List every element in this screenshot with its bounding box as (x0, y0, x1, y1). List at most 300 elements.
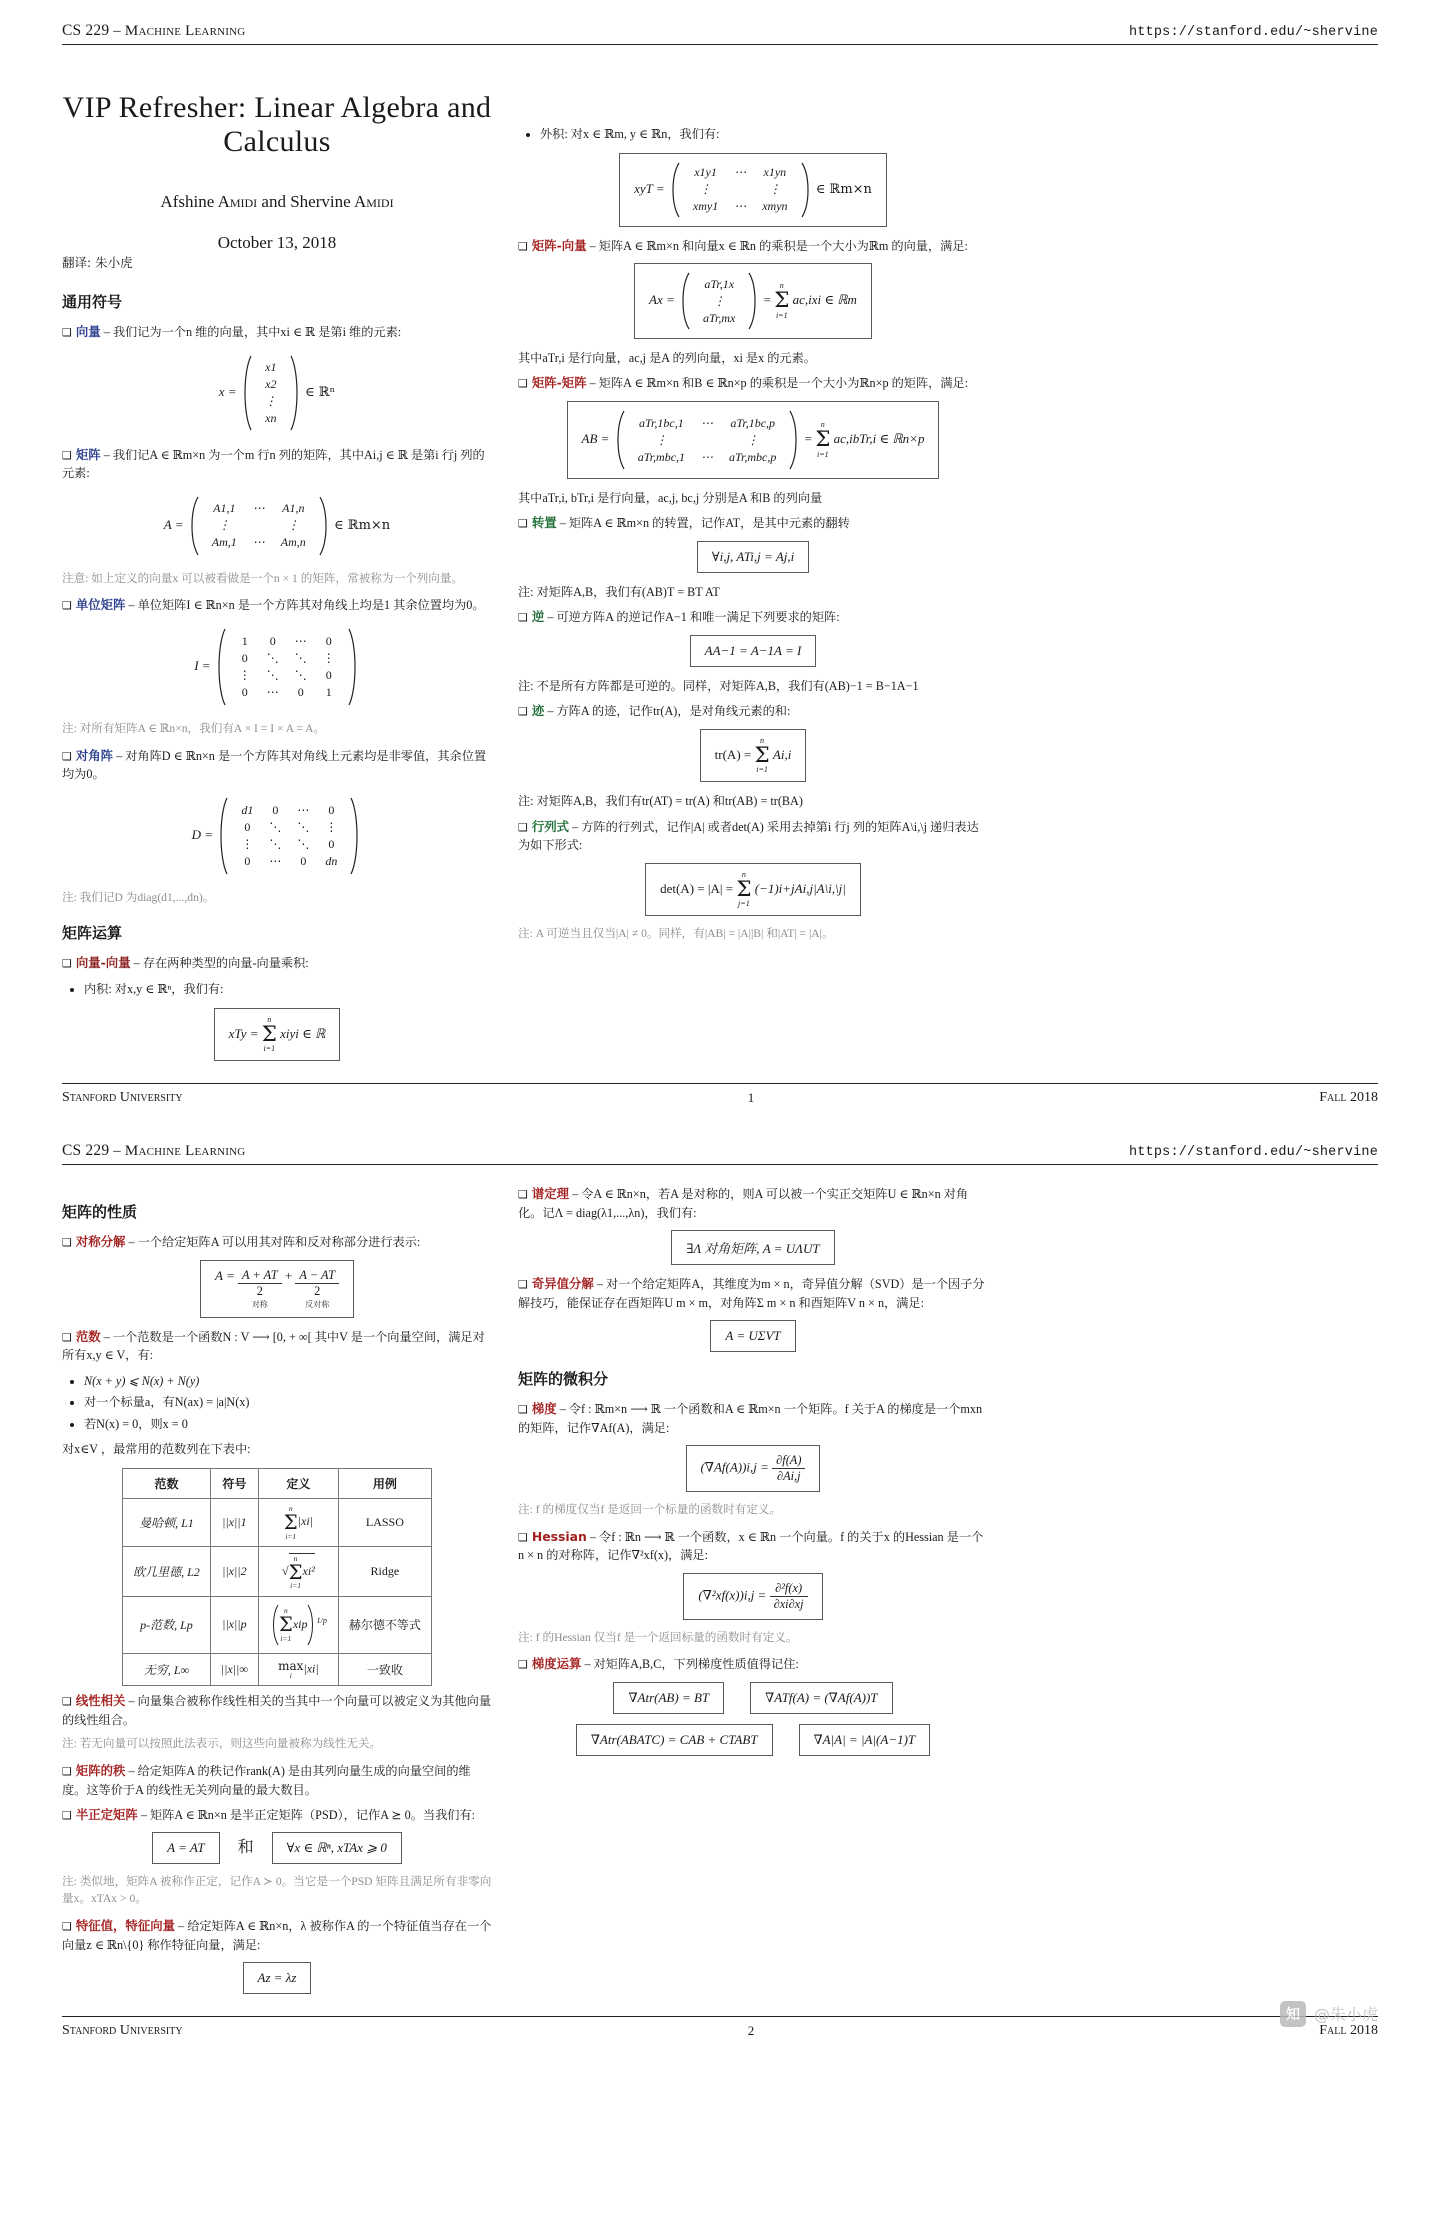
fraction-antisymmetric (295, 1268, 339, 1299)
identity-cell: ⋱ (294, 650, 307, 665)
author-1-last: Amidi (217, 192, 258, 211)
bullet-square-icon: ❑ (62, 1920, 72, 1934)
note-determinant: 注: A 可逆当且仅当|A| ≠ 0。同样，有|AB| = |A||B| 和|AT| = |A|。 (518, 927, 834, 941)
sum-upper-limit: n (820, 420, 825, 430)
footer-1 (62, 1084, 1378, 1120)
summation-icon (774, 282, 789, 320)
zhihu-logo-icon: 知 (1280, 2001, 1306, 2027)
paren-left-icon (216, 796, 228, 876)
boxed-hessian (683, 1573, 822, 1620)
entry-matrix-dash: – (103, 447, 110, 462)
author-2-last: Amidi (353, 192, 394, 211)
matmat-cell: ⋮ (655, 432, 668, 447)
header-dash: – (113, 23, 121, 39)
paren-left-icon (613, 409, 625, 471)
bullet-square-icon: ❑ (518, 517, 528, 531)
sigma-glyph: Σ (754, 742, 770, 768)
entry-identity-keyword: 单位矩阵 (75, 597, 126, 613)
entry-psd-keyword: 半正定矩阵 (75, 1806, 138, 1822)
antisymmetric-label: 反对称 (305, 1299, 330, 1309)
entry-norm-dash: – (103, 1329, 110, 1344)
boxed-trace (700, 729, 807, 783)
fraction-gradient (772, 1453, 805, 1484)
bullet-square-icon: ❑ (62, 1695, 72, 1709)
norm-definition (258, 1547, 338, 1597)
entry-gradops-keyword: 梯度运算 (531, 1656, 582, 1672)
sigma-glyph: Σ (736, 876, 752, 902)
boxed-outer-product (619, 153, 887, 227)
entry-norm-keyword: 范数 (75, 1328, 101, 1344)
fraction-denominator: 2 (256, 1283, 263, 1298)
bullet-inner-product: • 内积: 对x,y ∈ ℝⁿ，我们有: (84, 980, 492, 1000)
identity-cell: ⋮ (322, 650, 335, 665)
entry-psd (62, 1806, 492, 1825)
diagonal-cell: d1 (241, 802, 254, 817)
diagonal-cell: 0 (328, 802, 335, 817)
bullet-square-icon: ❑ (518, 1658, 528, 1672)
table-row (123, 1499, 432, 1547)
section-notation-heading: 通用符号 (62, 293, 123, 311)
entry-diagonal-dash: – (116, 748, 123, 763)
eq-matrix-lhs: A = (163, 516, 184, 532)
eq-matrix-rhs: ∈ ℝm×n (334, 517, 391, 533)
entry-matrix-matrix (518, 374, 988, 393)
entry-spectral-dash: – (572, 1187, 579, 1202)
entry-gradient-keyword: 梯度 (531, 1400, 557, 1416)
sum-lower-limit: i=1 (280, 1633, 292, 1643)
note-trace: 注: 对矩阵A,B，我们有tr(AT) = tr(A) 和tr(AB) = tr(BA) (518, 794, 803, 809)
entry-hessian-text: 令f : ℝn ⟶ ℝ 一个函数，x ∈ ℝn 一个向量。f 的关于x 的Hessian 是一个n × n 的对称阵，记作∇²xf(x)，满足: (518, 1529, 984, 1563)
bullet-square-icon: ❑ (62, 599, 72, 613)
identity-cell: 1 (241, 633, 248, 648)
outer-cell: ⋯ (734, 165, 747, 180)
symmetric-part (238, 1268, 282, 1310)
entry-inverse-text: 可逆方阵A 的逆记作A−1 和唯一满足下列要求的矩阵: (556, 610, 840, 625)
norm-definition (258, 1499, 338, 1547)
entry-identity-dash: – (128, 598, 135, 613)
outer-cell: ⋮ (699, 182, 712, 197)
entry-vector (62, 323, 492, 342)
equation-inner-product (62, 1008, 492, 1062)
diagonal-cell: ⋯ (269, 853, 282, 868)
plus-sign: + (284, 1267, 293, 1283)
watermark-text: @朱小虎 (1313, 2005, 1378, 2025)
matvec-entries (690, 276, 748, 327)
matmat-cell: ⋯ (701, 415, 714, 430)
eq-det-lhs: det(A) = |A| = (660, 880, 734, 896)
sum-lower-limit: j=1 (738, 899, 750, 909)
sum-upper-limit: n (288, 1504, 293, 1514)
paren-left-icon (240, 354, 252, 432)
eq-matmat-lhs: AB = (581, 431, 610, 447)
header-url[interactable]: https://stanford.edu/~shervine (1128, 25, 1378, 40)
sum-upper-limit: n (760, 735, 765, 745)
boxed-matrix-matrix (567, 401, 940, 479)
bullet-square-icon: ❑ (518, 1402, 528, 1416)
footer-university: Stanford University (62, 1090, 183, 1106)
entry-spectral-text: 令A ∈ ℝn×n，若A 是对称的，则A 可以被一个实正交矩阵U ∈ ℝn×n 对角化。记Λ = diag(λ1,...,λn)，我们有: (518, 1187, 969, 1220)
entry-svd-keyword: 奇异值分解 (531, 1276, 594, 1292)
section-properties-heading: 矩阵的性质 (62, 1203, 138, 1222)
summation-icon (815, 421, 830, 459)
entry-trace-text: 方阵A 的迹，记作tr(A)，是对角线元素的和: (556, 704, 791, 719)
equation-hessian (518, 1573, 988, 1620)
boxed-transpose: ∀i,j, ATi,j = Aj,i (697, 541, 809, 573)
outer-cell: x1y1 (694, 165, 717, 180)
paren-right-icon (319, 495, 331, 557)
sigma-glyph: Σ (774, 288, 790, 314)
course-subject: Machine Learning (124, 23, 246, 39)
boxed-psd-symmetric: A = AT (152, 1832, 219, 1864)
paren-right-icon (801, 161, 813, 219)
fraction-numerator: ∂²f(x) (770, 1581, 808, 1597)
vector-entry: xn (265, 410, 277, 425)
norm-name: 欧几里德, L2 (123, 1547, 211, 1597)
entry-determinant-text: 方阵的行列式，记作|A| 或者det(A) 采用去掉第i 行j 列的矩阵A\i,\j 递归表达为如下形式: (518, 819, 979, 853)
bullet-square-icon: ❑ (62, 1330, 72, 1344)
entry-vecvec-text: 存在两种类型的向量-向量乘积: (142, 956, 309, 971)
paren-right-icon (748, 271, 760, 331)
entry-eigen-text: 给定矩阵A ∈ ℝn×n，λ 被称作A 的一个特征值当存在一个向量z ∈ ℝn\{0} 称作特征向量，满足: (62, 1919, 492, 1952)
diagonal-cell: dn (325, 853, 338, 868)
note-psd: 注: 类似地，矩阵A 被称作正定，记作A ≻ 0。当它是一个PSD 矩阵且满足所有非零向量x。xTAx > 0。 (62, 1875, 492, 1906)
norm-usage: LASSO (338, 1499, 431, 1547)
sum-lower-limit: i=1 (290, 1581, 301, 1591)
max-glyph: max (278, 1658, 304, 1673)
author-1-first: Afshine (160, 192, 215, 211)
table-header-name: 范数 (123, 1469, 211, 1499)
summation-icon (284, 1505, 298, 1540)
paren-left-icon (668, 161, 680, 219)
max-operator (278, 1660, 303, 1679)
identity-cell: 0 (241, 650, 248, 665)
course-header (62, 22, 245, 40)
identity-cell: 0 (297, 684, 304, 699)
sum-lower-limit: i=1 (285, 1531, 297, 1541)
boxed-gradient (686, 1445, 821, 1492)
diagonal-cell: 0 (244, 819, 251, 834)
identity-cell: 0 (325, 667, 332, 682)
fraction-numerator: A − AT (295, 1268, 339, 1284)
diagonal-cell: ⋮ (325, 819, 338, 834)
entry-hessian (518, 1528, 988, 1565)
entry-rank-dash: – (128, 1763, 135, 1778)
note-identity: 注: 对所有矩阵A ∈ ℝn×n，我们有A × I = I × A = A。 (62, 721, 326, 735)
running-head-1 (62, 22, 1378, 40)
outer-cell (726, 181, 754, 198)
entry-matmat-text: 矩阵A ∈ ℝm×n 和B ∈ ℝn×p 的乘积是一个大小为ℝn×p 的矩阵，满足: (598, 376, 969, 391)
identity-cell: ⋱ (294, 667, 307, 682)
equation-matrix (62, 491, 492, 561)
sum-upper-limit: n (779, 281, 784, 291)
power-group (270, 1603, 317, 1647)
page1-right-column (518, 65, 988, 952)
equation-vector (62, 350, 492, 436)
header-dash: – (113, 1143, 121, 1160)
eq-symdecomp-lhs: A = (215, 1267, 235, 1283)
bullet-square-icon: ❑ (518, 239, 528, 253)
eq-det-rhs: (−1)i+jAi,j|A\i,\j| (754, 880, 846, 896)
entry-rank (62, 1762, 492, 1799)
note-matmat: 其中aTr,i, bTr,i 是行向量，ac,j, bc,j 分别是A 和B 的列向量 (518, 491, 823, 506)
page1-columns (62, 65, 1378, 1071)
sum-body: |xi| (297, 1514, 313, 1529)
equation-trace (518, 729, 988, 783)
eq-gradient-lhs: (∇Af(A))i,j = (700, 1459, 769, 1475)
fraction-numerator: A + AT (238, 1268, 282, 1284)
page-2 (0, 1120, 1440, 2053)
entry-rank-keyword: 矩阵的秩 (75, 1762, 126, 1778)
entry-matmat-keyword: 矩阵-矩阵 (531, 375, 587, 391)
boxed-gradop-3: ∇Atr(ABATC) = CAB + CTABT (576, 1724, 773, 1756)
entry-hessian-keyword: Hessian (531, 1528, 587, 1544)
equation-psd (62, 1832, 492, 1864)
outer-cell: ⋯ (734, 199, 747, 214)
entry-identity (62, 596, 492, 615)
sum-body: xi² (302, 1564, 315, 1579)
entry-rank-text: 给定矩阵A 的秩记作rank(A) 是由其列向量生成的向量空间的维度。这等价于A 的线性无关列向量的最大数目。 (62, 1763, 471, 1797)
identity-cell: 1 (325, 684, 332, 699)
eq-vector-rhs: ∈ ℝⁿ (305, 384, 336, 400)
entry-gradops-text: 对矩阵A,B,C，下列梯度性质值得记住: (593, 1657, 799, 1672)
entry-svd-dash: – (596, 1277, 603, 1292)
equation-gradops-row1 (518, 1682, 988, 1714)
boxed-gradop-2: ∇ATf(A) = (∇Af(A))T (750, 1682, 892, 1714)
entry-identity-text: 单位矩阵I ∈ ℝn×n 是一个方阵其对角线上均是1 其余位置均为0。 (137, 598, 485, 613)
norm-axiom: • N(x + y) ⩽ N(x) + N(y) (84, 1372, 492, 1392)
outer-cell: x1yn (763, 165, 787, 180)
identity-matrix (214, 627, 360, 707)
entry-diagonal (62, 747, 492, 784)
note-inverse: 注: 不是所有方阵都是可逆的。同样，对矩阵A,B，我们有(AB)−1 = B−1A−1 (518, 678, 919, 693)
identity-cell: 0 (325, 633, 332, 648)
sum-upper-limit: n (283, 1606, 288, 1616)
entry-vector-text: 我们记为一个n 维的向量，其中xi ∈ ℝ 是第i 维的元素: (112, 325, 402, 339)
matmat-cell (693, 432, 721, 449)
entry-spectral-keyword: 谱定理 (531, 1186, 570, 1202)
max-body: |xi| (303, 1661, 319, 1676)
matrix-cell: ⋮ (218, 518, 231, 533)
section-calculus-heading: 矩阵的微积分 (518, 1369, 609, 1388)
norm-symbol: ||x||2 (210, 1547, 258, 1597)
entry-lindep-text: 向量集合被称作线性相关的当其中一个向量可以被定义为其他向量的线性组合。 (62, 1694, 492, 1727)
identity-cell: ⋯ (266, 684, 279, 699)
eq-matmat-equals: = (804, 431, 812, 447)
norm-name: 曼哈顿, L1 (123, 1499, 211, 1547)
entry-svd-text: 对一个给定矩阵A，其维度为m × n，奇异值分解（SVD）是一个因子分解技巧，能保证存在酉矩阵U m × m，对角阵Σ m × n 和酉矩阵V n × n，满足: (518, 1277, 985, 1310)
norm-symbol: ||x||1 (210, 1499, 258, 1547)
entry-matmat-dash: – (589, 376, 596, 391)
equation-spectral (518, 1230, 988, 1265)
equation-gradops-row2 (518, 1724, 988, 1756)
entry-symmetric-decomposition (62, 1233, 492, 1252)
matvec-cell: aTr,1x (704, 276, 735, 291)
fraction-numerator: ∂f(A) (772, 1453, 805, 1469)
power-exponent: 1/p (316, 1615, 327, 1625)
eq-trace-lhs: tr(A) = (714, 746, 752, 762)
sum-upper-limit: n (741, 869, 746, 879)
boxed-symdecomp (200, 1260, 354, 1318)
eq-matmat-rhs: ac,ibTr,i ∈ ℝn×p (833, 431, 925, 447)
summation-icon (289, 1555, 303, 1590)
entry-gradops-dash: – (584, 1657, 591, 1672)
matrix-cell: A1,n (282, 501, 305, 516)
page2-right-column (518, 1185, 988, 1766)
identity-entries (226, 633, 348, 701)
equation-symmetric-decomposition (62, 1260, 492, 1318)
matvec-cell: ⋮ (713, 293, 726, 308)
authors-and: and (261, 192, 286, 211)
boxed-svd: A = UΣVT (710, 1320, 795, 1352)
paren-left-icon (187, 495, 199, 557)
vector-matrix (240, 354, 302, 432)
entry-psd-dash: – (140, 1807, 147, 1822)
entry-gradient-dash: – (559, 1401, 566, 1416)
equation-transpose (518, 541, 988, 573)
eq-outer-lhs: xyT = (634, 180, 665, 196)
vector-entry: x2 (265, 376, 277, 391)
entry-vector-vector (62, 954, 492, 973)
matmat-cell: ⋯ (701, 449, 714, 464)
matmat-cell: aTr,1bc,1 (639, 415, 684, 430)
page1-left-column (62, 65, 492, 1071)
footer-page-number: 1 (747, 1090, 755, 1106)
entry-matrix (62, 446, 492, 483)
table-header-usage: 用例 (338, 1469, 431, 1499)
matrix-cell: ⋯ (252, 535, 265, 550)
sum-lower-limit: i=1 (263, 1044, 276, 1054)
bullet-square-icon: ❑ (62, 1764, 72, 1778)
fraction-hessian (770, 1581, 808, 1612)
diagonal-cell: 0 (244, 853, 251, 868)
bullet-outer-product: • 外积: 对x ∈ ℝm, y ∈ ℝn，我们有: (540, 125, 988, 145)
note-diagonal: 注: 我们记D 为diag(d1,...,dn)。 (62, 890, 215, 904)
sum-upper-limit: n (293, 1554, 298, 1564)
psd-conjunction: 和 (237, 1839, 254, 1857)
paren-left-icon (270, 1603, 279, 1647)
eq-inner-lhs: xTy = (228, 1025, 259, 1041)
norm-symbol: ||x||∞ (210, 1653, 258, 1685)
matrix-cell: Am,n (280, 535, 306, 550)
matrix-cell: A1,1 (213, 501, 236, 516)
page2-left-column (62, 1185, 492, 2004)
matrix-entries (199, 500, 319, 551)
bullet-square-icon: ❑ (62, 448, 72, 462)
header-url[interactable]: https://stanford.edu/~shervine (1128, 1145, 1378, 1161)
norm-definition (258, 1596, 338, 1653)
entry-hessian-dash: – (589, 1529, 596, 1544)
matrix-cell (245, 517, 273, 534)
entry-determinant-keyword: 行列式 (531, 818, 570, 834)
bullet-square-icon: ❑ (518, 705, 528, 719)
table-row (123, 1547, 432, 1597)
eq-inner-rhs: xiyi ∈ ℝ (280, 1025, 326, 1041)
boxed-eigen: Az = λz (243, 1962, 312, 1994)
entry-determinant-dash: – (572, 819, 579, 834)
eq-outer-rhs: ∈ ℝm×n (815, 181, 872, 197)
entry-symdecomp-text: 一个给定矩阵A 可以用其对阵和反对称部分进行表示: (137, 1235, 421, 1250)
entry-vecvec-keyword: 向量-向量 (75, 955, 131, 971)
entry-psd-text: 矩阵A ∈ ℝn×n 是半正定矩阵（PSD），记作A ⪰ 0。当我们有: (150, 1807, 476, 1822)
entry-gradient (518, 1400, 988, 1437)
entry-matrix-vector (518, 237, 988, 256)
equation-matrix-matrix (518, 401, 988, 479)
bullet-square-icon: ❑ (62, 1236, 72, 1250)
bullet-square-icon: ❑ (518, 1188, 528, 1202)
boxed-gradop-4: ∇A|A| = |A|(A−1)T (799, 1724, 931, 1756)
equation-identity (62, 623, 492, 711)
entry-svd (518, 1275, 988, 1312)
course-code: CS 229 (62, 1142, 110, 1160)
footer-term: Fall 2018 (1319, 2022, 1378, 2038)
matmat-cell: aTr,mbc,1 (637, 449, 686, 464)
table-row (123, 1596, 432, 1653)
entry-inverse-dash: – (547, 610, 554, 625)
norm-usage: 一致收 (338, 1653, 431, 1685)
diagonal-cell: 0 (300, 853, 307, 868)
course-header (62, 1142, 245, 1160)
note-matrix: 注意: 如上定义的向量x 可以被看做是一个n × 1 的矩阵，常被称为一个列向量。 (62, 571, 464, 585)
matrix-cell: ⋯ (252, 501, 265, 516)
entry-lindep-keyword: 线性相关 (75, 1693, 126, 1709)
entry-eigen-keyword: 特征值，特征向量 (75, 1918, 175, 1934)
table-row (123, 1653, 432, 1685)
identity-cell: 0 (241, 684, 248, 699)
norm-axiom: • 若N(x) = 0，则x = 0 (84, 1415, 492, 1435)
eq-matvec-equals: = (763, 292, 771, 308)
identity-cell: ⋮ (238, 667, 251, 682)
table-header-symbol: 符号 (210, 1469, 258, 1499)
entry-eigen-dash: – (178, 1919, 185, 1934)
note-gradient: 注: f 的梯度仅当f 是返回一个标量的函数时有定义。 (518, 1502, 782, 1516)
vector-entries (252, 359, 290, 427)
sum-upper-limit: n (267, 1014, 272, 1024)
diagonal-cell: ⋱ (269, 836, 282, 851)
entry-trace-keyword: 迹 (531, 703, 545, 719)
note-transpose: 注: 对矩阵A,B，我们有(AB)T = BT AT (518, 584, 720, 599)
norms-table (122, 1468, 432, 1686)
bullet-square-icon: ❑ (518, 611, 528, 625)
boxed-gradop-1: ∇Atr(AB) = BT (613, 1682, 724, 1714)
author-2-first: Shervine (290, 192, 351, 211)
eq-hessian-lhs: (∇²xf(x))i,j = (698, 1587, 767, 1603)
translator-credit: 翻译: 朱小虎 (62, 255, 133, 270)
title-block (62, 65, 492, 253)
norm-usage: Ridge (338, 1547, 431, 1597)
outer-matrix (668, 161, 813, 219)
entry-transpose-dash: – (559, 516, 566, 531)
footer-term: Fall 2018 (1319, 1090, 1378, 1106)
outer-cell: xmy1 (692, 199, 719, 214)
fraction-denominator: ∂Ai,j (777, 1468, 801, 1483)
note-matvec: 其中aTr,i 是行向量，ac,j 是A 的列向量，xi 是x 的元素。 (518, 351, 816, 366)
sigma-glyph: Σ (283, 1510, 298, 1534)
entry-symdecomp-keyword: 对称分解 (75, 1234, 126, 1250)
diagonal-cell: ⋮ (241, 836, 254, 851)
entry-matrix-keyword: 矩阵 (75, 446, 101, 462)
watermark (1280, 2001, 1378, 2027)
vector-entry: x1 (265, 359, 277, 374)
paren-left-icon (678, 271, 690, 331)
note-hessian: 注: f 的Hessian 仅当f 是一个返回标量的函数时有定义。 (518, 1630, 798, 1644)
diagonal-cell: ⋱ (297, 819, 310, 834)
fraction-symmetric (238, 1268, 282, 1299)
eq-identity-lhs: I = (194, 657, 211, 673)
matmat-cell: aTr,mbc,p (729, 449, 777, 464)
entry-matvec-keyword: 矩阵-向量 (531, 237, 587, 253)
footer-university: Stanford University (62, 2022, 183, 2038)
norm-name: 无穷, L∞ (123, 1653, 211, 1685)
